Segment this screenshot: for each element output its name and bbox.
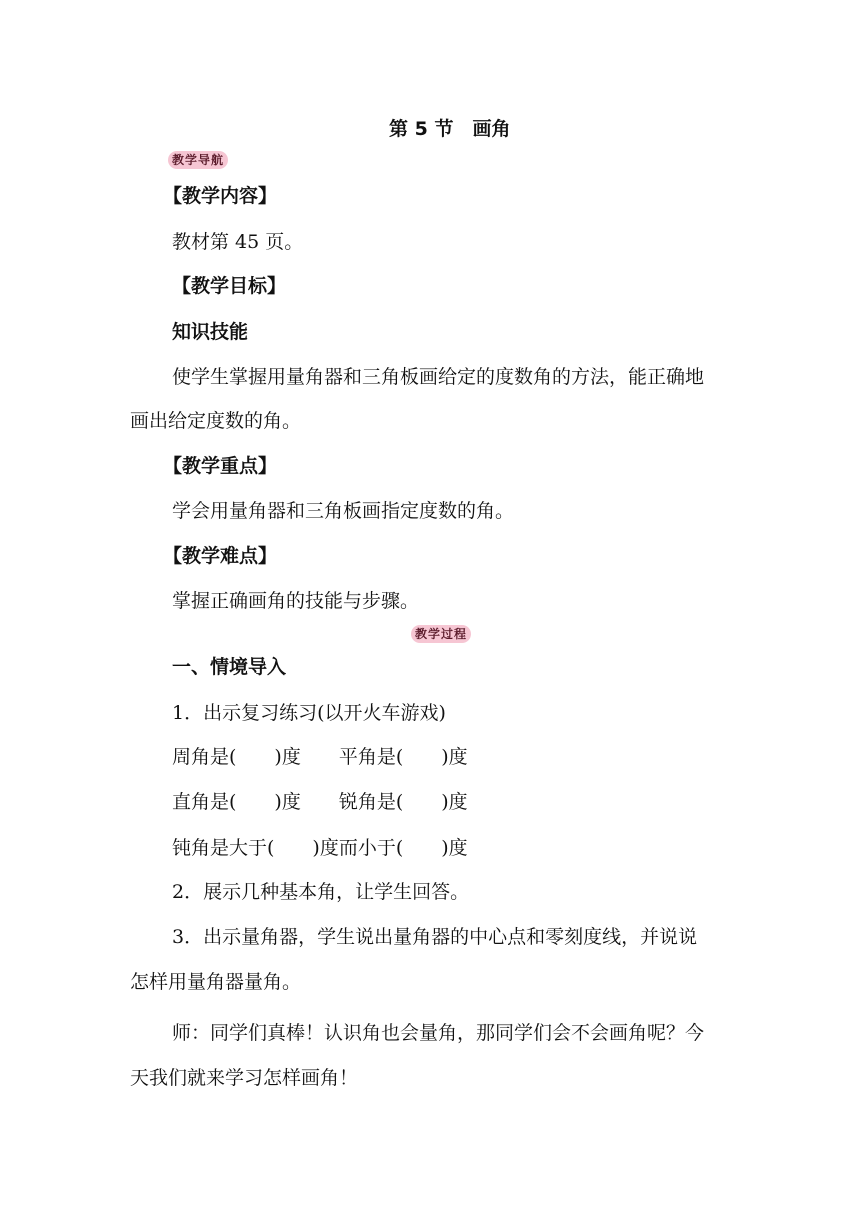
question-line-3: 钝角是大于( )度而小于( )度 — [172, 837, 468, 859]
content-text: 教材第 45 页。 — [172, 231, 304, 253]
question-line-1: 周角是( )度 平角是( )度 — [172, 746, 468, 768]
heading-difficulty: 【教学难点】 — [163, 545, 278, 567]
section-badge-nav: 教学导航 — [168, 151, 228, 169]
teacher-line-2: 天我们就来学习怎样画角！ — [130, 1067, 359, 1089]
question-line-2: 直角是( )度 锐角是( )度 — [172, 791, 468, 813]
intro-item-1: 1．出示复习练习(以开火车游戏) — [172, 702, 446, 724]
intro-item-3-line-1: 3．出示量角器，学生说出量角器的中心点和零刻度线，并说说 — [172, 926, 698, 948]
teacher-line-1: 师：同学们真棒！认识角也会量角，那同学们会不会画角呢？今 — [172, 1022, 705, 1044]
goal-text-2: 画出给定度数的角。 — [130, 410, 302, 432]
key-text: 学会用量角器和三角板画指定度数的角。 — [172, 500, 515, 522]
heading-intro: 一、情境导入 — [172, 656, 287, 678]
difficulty-text: 掌握正确画角的技能与步骤。 — [172, 590, 420, 612]
goal-text-1: 使学生掌握用量角器和三角板画给定的度数角的方法，能正确地 — [172, 366, 705, 388]
heading-skill: 知识技能 — [172, 321, 249, 343]
intro-item-3-line-2: 怎样用量角器量角。 — [130, 971, 302, 993]
section-badge-process: 教学过程 — [411, 625, 471, 643]
heading-goal: 【教学目标】 — [172, 275, 287, 297]
page-title: 第 5 节 画角 — [389, 118, 511, 140]
heading-content: 【教学内容】 — [163, 185, 278, 207]
heading-key: 【教学重点】 — [163, 455, 278, 477]
intro-item-2: 2．展示几种基本角，让学生回答。 — [172, 881, 470, 903]
